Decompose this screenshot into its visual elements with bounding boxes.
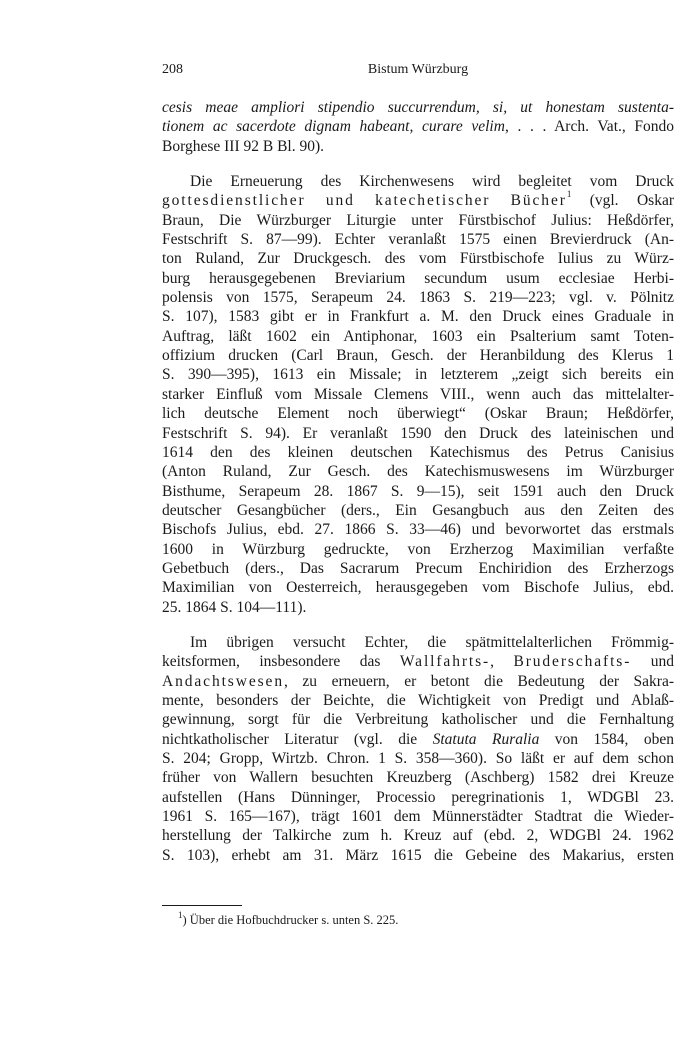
text-line: Festschrift S. 87—99). Echter veranlaßt 1575 einen Brevierdruck (An- <box>162 231 674 249</box>
text-line: polensis von 1575, Serapeum 24. 1863 S. 219—223; vgl. v. Pölnitz <box>162 289 674 307</box>
italic-text: Statuta Ruralia <box>432 730 540 748</box>
text-line <box>162 672 674 691</box>
text-span: , <box>490 653 514 671</box>
text-line: 1961 S. 165—167), trägt 1601 dem Münnerstädter Stadtrat die Wieder- <box>162 808 674 826</box>
italic-text: tionem ac sacerdote dignam habeant, curare velim <box>162 118 505 136</box>
text-line: Bisthume, Serapeum 28. 1867 S. 9—15), seit 1591 auch den Druck <box>162 482 674 500</box>
text-line <box>162 191 674 210</box>
text-span: nichtkatholischer Literatur (vgl. die <box>162 730 433 748</box>
text-line: aufstellen (Hans Dünninger, Processio peregrinationis 1, WDGBl 23. <box>162 788 674 806</box>
paragraph-printing <box>162 172 674 617</box>
spaced-text: Andachtswesen <box>162 672 284 690</box>
footnote-marker: 1 <box>178 910 183 920</box>
text-line <box>162 117 674 136</box>
text-line: 25. 1864 S. 104—111). <box>162 598 307 616</box>
text-line <box>162 730 674 749</box>
page-header <box>162 62 674 82</box>
paragraph-piety <box>162 633 674 865</box>
text-span: und <box>631 653 675 671</box>
text-line: früher von Wallern besuchten Kreuzberg (Aschberg) 1582 drei Kreuze <box>162 769 674 787</box>
text-line: S. 107), 1583 gibt er in Frankfurt a. M. den Druck eines Graduale in <box>162 308 674 326</box>
text-line: mente, besonders der Beichte, die Wichtigkeit von Predigt und Ablaß- <box>162 691 674 709</box>
text-line: deutscher Gesangbücher (ders., Ein Gesangbuch aus den Zeiten des <box>162 501 674 519</box>
text-line: gewinnung, sorgt für die Verbreitung katholischer und die Fernhaltung <box>162 711 674 729</box>
text-line: S. 204; Gropp, Wirtzb. Chron. 1 S. 358—360). So läßt er auf dem schon <box>162 750 674 767</box>
text-line: Bischofs Julius, ebd. 27. 1866 S. 33—46) und bevorwortet das erstmals <box>162 521 674 539</box>
spaced-text: gottesdienstlicher und katechetischer Bücher <box>162 192 567 210</box>
text-span: von 1584, oben <box>539 730 674 748</box>
text-span: , zu erneuern, er betont die Bedeutung der Sakra- <box>283 672 674 690</box>
text-line: Im übrigen versucht Echter, die spätmittelalterlichen Frömmig- <box>190 633 674 651</box>
page-number: 208 <box>162 62 183 77</box>
text-line: cesis meae ampliori stipendio succurrendum, si, ut honestam sustenta- <box>162 99 674 116</box>
running-title: Bistum Würzburg <box>367 62 469 77</box>
text-line: starker Einfluß vom Missale Clemens VIII., wenn auch das mittelalter- <box>162 385 674 403</box>
text-line: ton Ruland, Zur Druckgesch. des vom Fürstbischofe Iulius zu Würz- <box>162 250 674 268</box>
paragraph-latin-quote <box>162 98 674 156</box>
text-line: S. 390—395), 1613 ein Missale; in letzterem „zeigt sich bereits ein <box>162 366 674 384</box>
footnote-text: ) Über die Hofbuchdrucker s. unten S. 225. <box>182 913 399 927</box>
footnote-divider <box>162 905 242 906</box>
text-line: Die Erneuerung des Kirchenwesens wird begleitet vom Druck <box>190 173 674 191</box>
spaced-text: Bruderschafts- <box>513 653 632 671</box>
text-line: Auftrag, läßt 1602 ein Antiphonar, 1603 ein Psalterium samt Toten- <box>162 327 674 345</box>
text-line: 1600 in Würzburg gedruckte, von Erzherzog Maximilian verfaßte <box>162 540 674 558</box>
footnote-ref: 1 <box>566 189 572 200</box>
text-line: Borghese III 92 B Bl. 90). <box>162 137 325 155</box>
text-span: (vgl. Oskar <box>571 192 674 210</box>
text-line: herstellung der Talkirche zum h. Kreuz auf (ebd. 2, WDGBl 24. 1962 <box>162 827 674 845</box>
text-line: Gebetbuch (ders., Das Sacrarum Precum Enchiridion des Erzherzogs <box>162 559 674 577</box>
body-text <box>162 98 674 865</box>
text-span: , . . . Arch. Vat., Fondo <box>504 118 674 136</box>
footnote <box>178 912 674 928</box>
text-line: Maximilian von Oesterreich, herausgegeben vom Bischofe Julius, ebd. <box>162 579 674 597</box>
text-line: 1614 den des kleinen deutschen Katechismus des Petrus Canisius <box>162 443 674 461</box>
text-line: offizium drucken (Carl Braun, Gesch. der Heranbildung des Klerus 1 <box>162 347 674 365</box>
text-line: Festschrift S. 94). Er veranlaßt 1590 den Druck des lateinischen und <box>162 424 674 442</box>
text-span: keitsformen, insbesondere das <box>162 653 400 671</box>
text-line: Braun, Die Würzburger Liturgie unter Fürstbischof Julius: Heßdörfer, <box>162 211 674 229</box>
text-line: (Anton Ruland, Zur Gesch. des Katechismuswesens im Würzburger <box>162 463 674 481</box>
text-line: lich deutsche Element noch überwiegt“ (Oskar Braun; Heßdörfer, <box>162 405 674 423</box>
text-line <box>162 652 674 671</box>
text-line: burg herausgegebenen Breviarium secundum usum ecclesiae Herbi- <box>162 269 674 287</box>
spaced-text: Wallfahrts- <box>399 653 491 671</box>
text-line: S. 103), erhebt am 31. März 1615 die Gebeine des Makarius, ersten <box>162 846 674 864</box>
